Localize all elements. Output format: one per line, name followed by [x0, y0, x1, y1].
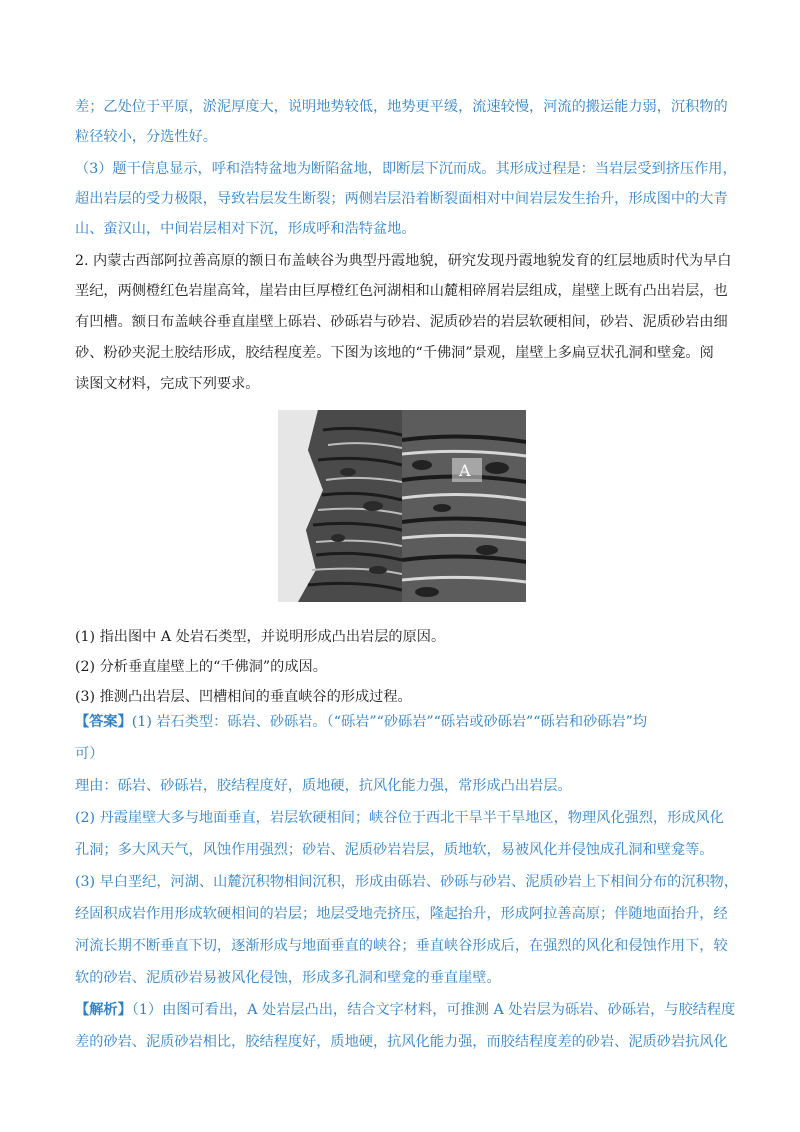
question2-line-4: 砂、粉砂夹泥土胶结形成，胶结程度差。下图为该地的“千佛洞”景观，崖壁上多扁豆状孔洞和壁龛。阅 — [75, 345, 714, 361]
answer-3-line-3: 河流长期不断垂直下切，逐渐形成与地面垂直的峡谷；垂直峡谷形成后，在强烈的风化和侵蚀作用下，较 — [75, 938, 728, 954]
figure-label-a — [455, 458, 479, 482]
canyon-photo-right — [402, 410, 526, 602]
question2-line-5: 读图文材料，完成下列要求。 — [75, 376, 260, 392]
question2-line-3: 有凹槽。额日布盖峡谷垂直崖壁上砾岩、砂砾岩与砂岩、泥质砂岩的岩层软硬相间，砂岩、泥质砂岩由细 — [75, 314, 728, 330]
answer-3-line-4: 软的砂岩、泥质砂岩易被风化侵蚀，形成多孔洞和壁龛的垂直崖壁。 — [75, 970, 501, 986]
question2-line-1: 2. 内蒙古西部阿拉善高原的额日布盖峡谷为典型丹霞地貌，研究发现丹霞地貌发育的红层地质时代为早白 — [75, 253, 732, 269]
answer-1-line-2: 可） — [75, 746, 104, 762]
answer-2-line-2: 孔洞；多大风天气，风蚀作用强烈；砂岩、泥质砂岩岩层，质地软，易被风化并侵蚀成孔洞和壁龛等。 — [75, 842, 714, 858]
continuation-line-1: 差；乙处位于平原，淤泥厚度大，说明地势较低，地势更平缓，流速较慢，河流的搬运能力弱，沉积物的 — [75, 99, 728, 115]
answer-2-line-1: (2) 丹霞崖壁大多与地面垂直，岩层软硬相间；峡谷位于西北干旱半干旱地区，物理风化强烈，形成风化 — [75, 810, 724, 826]
part3-line-3: 山、蛮汉山，中间岩层相对下沉，形成呼和浩特盆地。 — [75, 221, 416, 237]
analysis-text: （1）由图可看出，A 处岩层凸出，结合文字材料，可推测 A 处岩层为砾岩、砂砾岩，与胶结程度 — [131, 1002, 736, 1018]
continuation-line-2: 粒径较小，分选性好。 — [75, 129, 217, 145]
answer-3-line-1: (3) 早白垩纪，河湖、山麓沉积物相间沉积，形成由砾岩、砂砾与砂岩、泥质砂岩上下相间分布的沉积物， — [75, 874, 739, 890]
answer-3-line-2: 经固积成岩作用形成软硬相间的岩层；地层受地壳挤压，隆起抬升，形成阿拉善高原；伴随地面抬升，经 — [75, 906, 728, 922]
analysis-tag: 【解析】 — [75, 1002, 132, 1018]
analysis-line-2: 差的砂岩、泥质砂岩相比，胶结程度好，质地硬，抗风化能力强，而胶结程度差的砂岩、泥质砂岩抗风化 — [75, 1034, 728, 1050]
part3-line-1: （3）题干信息显示，呼和浩特盆地为断陷盆地，即断层下沉而成。其形成过程是：当岩层受到挤压作用， — [75, 161, 737, 177]
analysis-line-1 — [75, 1000, 735, 1020]
svg-text:A: A — [459, 461, 471, 480]
subquestion-1: (1) 指出图中 A 处岩石类型，并说明形成凸出岩层的原因。 — [75, 629, 446, 645]
answer-1-line-3: 理由：砾岩、砂砾岩，胶结程度好，质地硬，抗风化能力强，常形成凸出岩层。 — [75, 778, 572, 794]
part3-line-2: 超出岩层的受力极限，导致岩层发生断裂；两侧岩层沿着断裂面相对中间岩层发生抬升，形成图中的大青 — [75, 191, 728, 207]
answer-tag: 【答案】 — [75, 714, 132, 730]
question2-line-2: 垩纪，两侧橙红色岩崖高耸，崖岩由巨厚橙红色河湖相和山麓相碎屑岩层组成，崖壁上既有凸出岩层，也 — [75, 283, 728, 299]
answer-line-1 — [75, 712, 647, 732]
canyon-photo-left — [278, 410, 402, 602]
subquestion-3: (3) 推测凸出岩层、凹槽相间的垂直峡谷的形成过程。 — [75, 689, 412, 705]
answer-1-text: (1) 岩石类型：砾岩、砂砾岩。（“砾岩”“砂砾岩”“砾岩或砂砾岩”“砾岩和砂砾岩”均 — [131, 714, 648, 730]
subquestion-2: (2) 分析垂直崖壁上的“千佛洞”的成因。 — [75, 659, 327, 675]
